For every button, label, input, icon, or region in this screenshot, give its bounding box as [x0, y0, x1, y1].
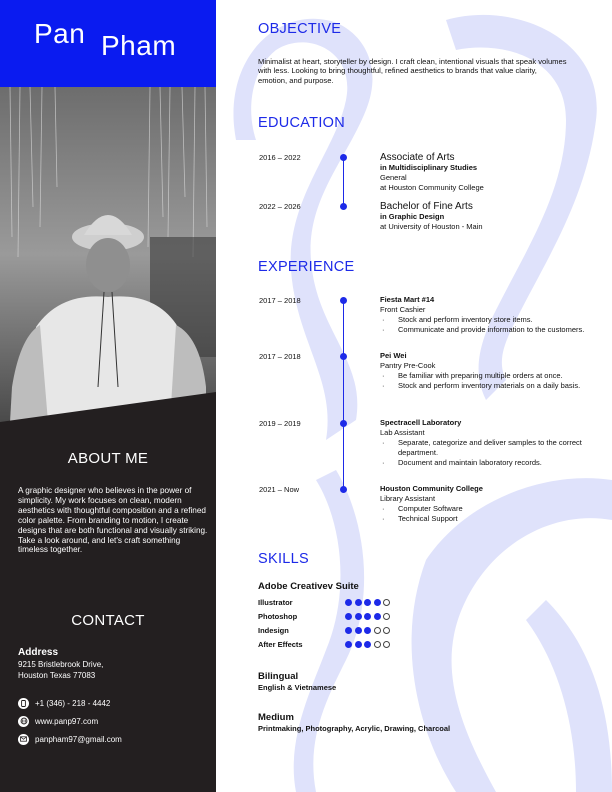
field: in Multidisciplinary Studies — [380, 163, 478, 172]
experience-dates: 2017 – 2018 — [259, 296, 301, 305]
skills-heading: SKILLS — [258, 551, 309, 567]
skill-rating — [345, 627, 393, 634]
education-heading: EDUCATION — [258, 115, 346, 131]
globe-icon — [18, 716, 29, 727]
education-dates: 2016 – 2022 — [259, 153, 301, 162]
experience-timeline — [343, 300, 344, 490]
bullet: · Computer Software — [380, 504, 590, 514]
email-link[interactable]: panpham97@gmail.com — [35, 734, 122, 744]
rating-dot-filled — [374, 613, 381, 620]
skill-name: Photoshop — [258, 612, 298, 621]
website-row — [18, 715, 98, 727]
timeline-dot — [340, 154, 347, 161]
skill-name: Illustrator — [258, 598, 293, 607]
experience-entry — [380, 295, 590, 335]
about-heading: ABOUT ME — [67, 450, 149, 467]
bullet: · Stock and perform inventory store items. — [380, 315, 590, 325]
address-label: Address — [18, 647, 59, 658]
rating-dot-filled — [364, 641, 371, 648]
rating-dot-filled — [345, 599, 352, 606]
contact-heading: CONTACT — [71, 612, 145, 629]
rating-dot-filled — [345, 613, 352, 620]
name-header — [0, 0, 216, 87]
rating-dot-filled — [364, 627, 371, 634]
last-name: Pham — [101, 30, 177, 61]
company: Fiesta Mart #14 — [380, 295, 435, 304]
school: at Houston Community College — [380, 182, 484, 192]
software-suite-title: Adobe Creativev Suite — [258, 581, 359, 592]
skill-row — [258, 598, 418, 608]
role: Pantry Pre-Cook — [380, 360, 436, 370]
skill-rating — [345, 613, 393, 620]
skill-rating — [345, 641, 393, 648]
phone-row — [18, 697, 110, 709]
rating-dot-empty — [383, 613, 390, 620]
school: at University of Houston - Main — [380, 221, 483, 231]
experience-dates: 2019 – 2019 — [259, 419, 301, 428]
rating-dot-empty — [383, 599, 390, 606]
sidebar — [0, 0, 216, 792]
bullet: · Document and maintain laboratory records. — [380, 458, 590, 468]
rating-dot-filled — [355, 641, 362, 648]
rating-dot-filled — [355, 613, 362, 620]
timeline-dot — [340, 420, 347, 427]
rating-dot-filled — [345, 641, 352, 648]
medium-text: Printmaking, Photography, Acrylic, Drawing, Charcoal — [258, 724, 451, 733]
email-row — [18, 733, 122, 745]
objective-heading: OBJECTIVE — [258, 21, 342, 37]
bilingual-text: English & Vietnamese — [258, 683, 337, 692]
rating-dot-empty — [374, 641, 381, 648]
website-link[interactable]: www.panp97.com — [35, 716, 99, 726]
company: Spectracell Laboratory — [380, 418, 462, 427]
rating-dot-filled — [364, 613, 371, 620]
skill-row — [258, 612, 418, 622]
timeline-dot — [340, 203, 347, 210]
rating-dot-empty — [374, 627, 381, 634]
experience-dates: 2017 – 2018 — [259, 352, 301, 361]
experience-entry — [380, 484, 590, 524]
bullet: · Separate, categorize and deliver samples to the correct department. — [380, 438, 590, 458]
degree: Associate of Arts — [380, 152, 455, 163]
detail: General — [380, 172, 407, 182]
first-name: Pan — [34, 18, 86, 49]
rating-dot-empty — [383, 627, 390, 634]
role: Lab Assistant — [380, 427, 425, 437]
education-dates: 2022 – 2026 — [259, 202, 301, 211]
about-text: A graphic designer who believes in the power of simplicity. My work focuses on clean, modern aesthetics with thoughtful composition and a refined color palette. From branding to motion, I create designs that are both functional and visually striking. Take a look around, and let's craft something timeless together. — [18, 486, 208, 555]
skill-row — [258, 640, 418, 650]
skill-rating — [345, 599, 393, 606]
address-line-2: Houston Texas 77083 — [18, 671, 96, 680]
bilingual-title: Bilingual — [258, 671, 299, 682]
objective-text: Minimalist at heart, storyteller by design. I craft clean, intentional visuals that speak volumes with less. Looking to bring thoughtful, refined aesthetics to brands that value clarity, emotion, and purpose. — [258, 57, 567, 85]
main-content — [216, 0, 612, 792]
mail-icon — [18, 734, 29, 745]
phone-icon — [18, 698, 29, 709]
degree: Bachelor of Fine Arts — [380, 201, 473, 212]
education-entry — [380, 201, 590, 232]
phone-number[interactable]: +1 (346) - 218 - 4442 — [35, 698, 111, 708]
role: Front Cashier — [380, 304, 426, 314]
experience-dates: 2021 – Now — [259, 485, 300, 494]
experience-entry — [380, 351, 590, 391]
bullet: · Stock and perform inventory materials on a daily basis. — [380, 381, 590, 391]
rating-dot-empty — [383, 641, 390, 648]
rating-dot-filled — [345, 627, 352, 634]
address-line-1: 9215 Bristlebrook Drive, — [18, 660, 104, 669]
experience-heading: EXPERIENCE — [258, 259, 355, 275]
role: Library Assistant — [380, 493, 436, 503]
bullet: · Technical Support — [380, 514, 590, 524]
skill-row — [258, 626, 418, 636]
timeline-dot — [340, 486, 347, 493]
skill-name: After Effects — [258, 640, 303, 649]
skill-name: Indesign — [258, 626, 289, 635]
education-timeline — [343, 158, 344, 208]
rating-dot-filled — [364, 599, 371, 606]
experience-entry — [380, 418, 590, 468]
profile-photo — [0, 87, 216, 422]
bullet: · Be familiar with preparing multiple orders at once. — [380, 371, 590, 381]
rating-dot-filled — [374, 599, 381, 606]
rating-dot-filled — [355, 627, 362, 634]
education-entry — [380, 152, 590, 193]
medium-title: Medium — [258, 712, 294, 723]
bullet: · Communicate and provide information to the customers. — [380, 325, 590, 335]
field: in Graphic Design — [380, 212, 445, 221]
company: Houston Community College — [380, 484, 483, 493]
rating-dot-filled — [355, 599, 362, 606]
company: Pei Wei — [380, 351, 407, 360]
timeline-dot — [340, 353, 347, 360]
timeline-dot — [340, 297, 347, 304]
